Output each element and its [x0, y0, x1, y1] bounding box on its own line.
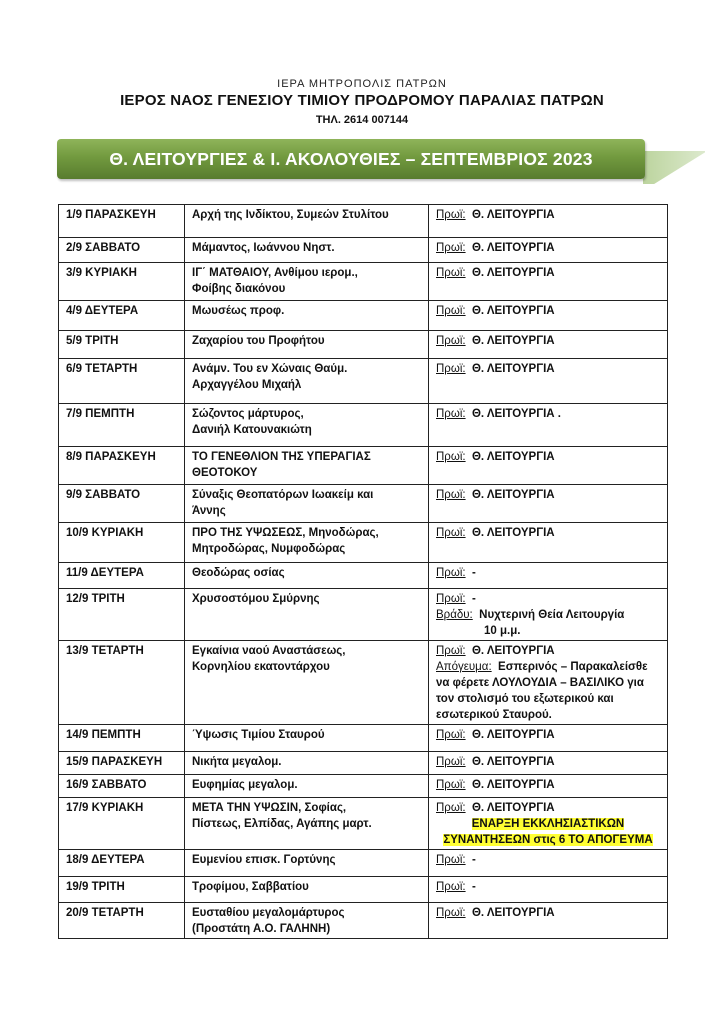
schedule-row	[59, 238, 668, 263]
service-cell	[429, 404, 668, 447]
morning-line	[436, 727, 660, 743]
schedule-body	[59, 205, 668, 939]
feast-line: Σώζοντος μάρτυρος,	[192, 408, 304, 420]
church-name: ΙΕΡΟΣ ΝΑΟΣ ΓΕΝΕΣΙΟΥ ΤΙΜΙΟΥ ΠΡΟΔΡΟΜΟΥ ΠΑΡΑΛΙΑΣ ΠΑΤΡΩΝ	[120, 92, 604, 109]
feast-cell	[185, 563, 429, 589]
feast-cell	[185, 331, 429, 359]
service-cell	[429, 331, 668, 359]
morning-label: Πρωϊ:	[436, 567, 466, 579]
morning-label: Πρωϊ:	[436, 209, 466, 221]
feast-line: Αρχή της Ινδίκτου, Συμεών Στυλίτου	[192, 209, 389, 221]
service-cell	[429, 798, 668, 850]
service-cell	[429, 850, 668, 877]
feast-line: Φοίβης διακόνου	[192, 283, 286, 295]
feast-line: Ευσταθίου μεγαλομάρτυρος	[192, 907, 345, 919]
service-cell	[429, 447, 668, 485]
day-cell: 11/9 ΔΕΥΤΕΡΑ	[59, 563, 185, 589]
day-cell: 13/9 ΤΕΤΑΡΤΗ	[59, 641, 185, 725]
afternoon-service: Εσπερινός – Παρακαλείσθε	[498, 661, 648, 673]
feast-cell	[185, 404, 429, 447]
schedule-row	[59, 523, 668, 563]
banner-ribbon-tail	[643, 151, 705, 184]
feast-line: Σύναξις Θεοπατόρων Ιωακείμ και	[192, 489, 374, 501]
morning-service: Θ. ΛΕΙΤΟΥΡΓΙΑ	[471, 305, 555, 317]
feast-line: Εγκαίνια ναού Αναστάσεως,	[192, 645, 346, 657]
schedule-row	[59, 903, 668, 939]
schedule-row	[59, 752, 668, 775]
schedule-row	[59, 331, 668, 359]
morning-line	[436, 800, 660, 816]
feast-cell	[185, 798, 429, 850]
feast-line: ΙΓ΄ ΜΑΤΘΑΙΟΥ, Ανθίμου ιερομ.,	[192, 267, 358, 279]
morning-label: Πρωϊ:	[436, 645, 466, 657]
service-cell	[429, 523, 668, 563]
feast-line: Μάμαντος, Ιωάννου Νηστ.	[192, 242, 335, 254]
morning-label: Πρωϊ:	[436, 451, 466, 463]
schedule-row	[59, 485, 668, 523]
service-cell	[429, 877, 668, 903]
feast-cell	[185, 641, 429, 725]
morning-line	[436, 643, 660, 659]
feast-line: Ευφημίας μεγαλομ.	[192, 779, 298, 791]
schedule-row	[59, 359, 668, 404]
service-cell	[429, 775, 668, 798]
afternoon-note-line: να φέρετε ΛΟΥΛΟΥΔΙΑ – ΒΑΣΙΛΙΚΟ για	[436, 677, 644, 689]
schedule-row	[59, 404, 668, 447]
morning-line	[436, 449, 660, 465]
feast-line: (Προστάτη Α.Ο. ΓΑΛΗΝΗ)	[192, 923, 331, 935]
feast-line: Ευμενίου επισκ. Γορτύνης	[192, 854, 336, 866]
morning-line	[436, 905, 660, 921]
service-cell	[429, 301, 668, 331]
feast-cell	[185, 752, 429, 775]
morning-line	[436, 265, 660, 281]
feast-cell	[185, 725, 429, 752]
day-cell: 20/9 ΤΕΤΑΡΤΗ	[59, 903, 185, 939]
morning-service: Θ. ΛΕΙΤΟΥΡΓΙΑ .	[471, 408, 561, 420]
feast-line: ΤΟ ΓΕΝΕΘΛΙΟΝ ΤΗΣ ΥΠΕΡΑΓΙΑΣ	[192, 451, 371, 463]
evening-time: 10 μ.μ.	[484, 625, 521, 637]
morning-service: -	[471, 854, 476, 866]
feast-cell	[185, 523, 429, 563]
morning-label: Πρωϊ:	[436, 305, 466, 317]
morning-service: -	[471, 567, 476, 579]
feast-cell	[185, 485, 429, 523]
feast-line: Μωυσέως προφ.	[192, 305, 285, 317]
day-cell: 6/9 ΤΕΤΑΡΤΗ	[59, 359, 185, 404]
morning-label: Πρωϊ:	[436, 593, 466, 605]
morning-label: Πρωϊ:	[436, 408, 466, 420]
morning-line	[436, 777, 660, 793]
feast-line: Ύψωσις Τιμίου Σταυρού	[192, 729, 325, 741]
day-cell: 18/9 ΔΕΥΤΕΡΑ	[59, 850, 185, 877]
feast-cell	[185, 205, 429, 238]
feast-line: ΜΕΤΑ ΤΗΝ ΥΨΩΣΙΝ, Σοφίας,	[192, 802, 347, 814]
feast-line: Ζαχαρίου του Προφήτου	[192, 335, 325, 347]
schedule-row	[59, 877, 668, 903]
service-cell	[429, 359, 668, 404]
morning-service: Θ. ΛΕΙΤΟΥΡΓΙΑ	[471, 209, 555, 221]
morning-label: Πρωϊ:	[436, 756, 466, 768]
feast-line: Πίστεως, Ελπίδας, Αγάπης μαρτ.	[192, 818, 372, 830]
highlighted-announcement: ΣΥΝΑΝΤΗΣΕΩΝ στις 6 ΤΟ ΑΠΟΓΕΥΜΑ	[443, 834, 653, 846]
day-cell: 12/9 ΤΡΙΤΗ	[59, 589, 185, 641]
morning-line	[436, 879, 660, 895]
morning-service: Θ. ΛΕΙΤΟΥΡΓΙΑ	[471, 335, 555, 347]
morning-service: Θ. ΛΕΙΤΟΥΡΓΙΑ	[471, 363, 555, 375]
feast-line: Δανιήλ Κατουνακιώτη	[192, 424, 312, 436]
day-cell: 7/9 ΠΕΜΠΤΗ	[59, 404, 185, 447]
morning-line	[436, 240, 660, 256]
service-cell	[429, 263, 668, 301]
feast-line: ΘΕΟΤΟΚΟΥ	[192, 467, 258, 479]
morning-line	[436, 207, 660, 223]
evening-label: Βράδυ:	[436, 609, 473, 621]
feast-cell	[185, 359, 429, 404]
evening-line	[436, 607, 660, 623]
morning-line	[436, 361, 660, 377]
day-cell: 15/9 ΠΑΡΑΣΚΕΥΗ	[59, 752, 185, 775]
day-cell: 4/9 ΔΕΥΤΕΡΑ	[59, 301, 185, 331]
morning-line	[436, 303, 660, 319]
morning-label: Πρωϊ:	[436, 363, 466, 375]
feast-line: ΠΡΟ ΤΗΣ ΥΨΩΣΕΩΣ, Μηνοδώρας,	[192, 527, 379, 539]
day-cell: 14/9 ΠΕΜΠΤΗ	[59, 725, 185, 752]
morning-service: Θ. ΛΕΙΤΟΥΡΓΙΑ	[471, 267, 555, 279]
title-banner	[57, 139, 705, 183]
morning-line	[436, 333, 660, 349]
highlighted-announcement: ΕΝΑΡΞΗ ΕΚΚΛΗΣΙΑΣΤΙΚΩΝ	[471, 818, 625, 830]
service-cell	[429, 589, 668, 641]
feast-cell	[185, 775, 429, 798]
morning-label: Πρωϊ:	[436, 527, 466, 539]
service-cell	[429, 641, 668, 725]
feast-line: Θεοδώρας οσίας	[192, 567, 285, 579]
metropolis-name: ΙΕΡΑ ΜΗΤΡΟΠΟΛΙΣ ΠΑΤΡΩΝ	[277, 78, 447, 90]
morning-service: -	[471, 881, 476, 893]
morning-label: Πρωϊ:	[436, 267, 466, 279]
schedule-row	[59, 641, 668, 725]
afternoon-line	[436, 659, 660, 675]
schedule-row	[59, 725, 668, 752]
morning-line	[436, 591, 660, 607]
schedule-row	[59, 263, 668, 301]
feast-cell	[185, 850, 429, 877]
morning-service: Θ. ΛΕΙΤΟΥΡΓΙΑ	[471, 489, 555, 501]
feast-cell	[185, 238, 429, 263]
service-cell	[429, 752, 668, 775]
feast-line: Αρχαγγέλου Μιχαήλ	[192, 379, 302, 391]
day-cell: 17/9 ΚΥΡΙΑΚΗ	[59, 798, 185, 850]
morning-service: Θ. ΛΕΙΤΟΥΡΓΙΑ	[471, 527, 555, 539]
schedule-row	[59, 563, 668, 589]
morning-label: Πρωϊ:	[436, 854, 466, 866]
morning-service: Θ. ΛΕΙΤΟΥΡΓΙΑ	[471, 779, 555, 791]
feast-line: Νικήτα μεγαλομ.	[192, 756, 282, 768]
feast-line: Χρυσοστόμου Σμύρνης	[192, 593, 320, 605]
day-cell: 1/9 ΠΑΡΑΣΚΕΥΗ	[59, 205, 185, 238]
service-cell	[429, 903, 668, 939]
feast-cell	[185, 263, 429, 301]
feast-cell	[185, 903, 429, 939]
morning-service: Θ. ΛΕΙΤΟΥΡΓΙΑ	[471, 756, 555, 768]
feast-line: Κορνηλίου εκατοντάρχου	[192, 661, 330, 673]
service-cell	[429, 238, 668, 263]
evening-service: Νυχτερινή Θεία Λειτουργία	[479, 609, 625, 621]
service-cell	[429, 563, 668, 589]
feast-line: Ανάμν. Του εν Χώναις Θαύμ.	[192, 363, 348, 375]
morning-label: Πρωϊ:	[436, 242, 466, 254]
morning-service: Θ. ΛΕΙΤΟΥΡΓΙΑ	[471, 729, 555, 741]
feast-line: Άννης	[192, 505, 226, 517]
highlight-line	[436, 832, 660, 848]
schedule-row	[59, 447, 668, 485]
morning-line	[436, 525, 660, 541]
schedule-row	[59, 850, 668, 877]
feast-line: Τροφίμου, Σαββατίου	[192, 881, 309, 893]
morning-label: Πρωϊ:	[436, 779, 466, 791]
service-cell	[429, 485, 668, 523]
feast-cell	[185, 589, 429, 641]
schedule-row	[59, 798, 668, 850]
schedule-row	[59, 205, 668, 238]
afternoon-label: Απόγευμα:	[436, 661, 492, 673]
schedule-row	[59, 589, 668, 641]
schedule-table	[58, 204, 668, 939]
feast-cell	[185, 447, 429, 485]
morning-label: Πρωϊ:	[436, 907, 466, 919]
schedule-row	[59, 775, 668, 798]
banner-title: Θ. ΛΕΙΤΟΥΡΓΙΕΣ & Ι. ΑΚΟΛΟΥΘΙΕΣ – ΣΕΠΤΕΜΒΡΙΟΣ 2023	[109, 149, 593, 169]
highlight-line	[436, 816, 660, 832]
morning-line	[436, 406, 660, 422]
morning-service: Θ. ΛΕΙΤΟΥΡΓΙΑ	[471, 242, 555, 254]
morning-line	[436, 487, 660, 503]
morning-label: Πρωϊ:	[436, 881, 466, 893]
morning-label: Πρωϊ:	[436, 335, 466, 347]
day-cell: 8/9 ΠΑΡΑΣΚΕΥΗ	[59, 447, 185, 485]
feast-cell	[185, 301, 429, 331]
service-cell	[429, 725, 668, 752]
morning-line	[436, 852, 660, 868]
day-cell: 3/9 ΚΥΡΙΑΚΗ	[59, 263, 185, 301]
afternoon-note-line: εσωτερικού Σταυρού.	[436, 709, 552, 721]
service-cell	[429, 205, 668, 238]
morning-label: Πρωϊ:	[436, 489, 466, 501]
feast-cell	[185, 877, 429, 903]
day-cell: 9/9 ΣΑΒΒΑΤΟ	[59, 485, 185, 523]
morning-line	[436, 565, 660, 581]
morning-label: Πρωϊ:	[436, 802, 466, 814]
schedule-row	[59, 301, 668, 331]
day-cell: 19/9 ΤΡΙΤΗ	[59, 877, 185, 903]
day-cell: 10/9 ΚΥΡΙΑΚΗ	[59, 523, 185, 563]
morning-service: Θ. ΛΕΙΤΟΥΡΓΙΑ	[471, 451, 555, 463]
morning-service: -	[471, 593, 476, 605]
morning-label: Πρωϊ:	[436, 729, 466, 741]
phone-number: ΤΗΛ. 2614 007144	[315, 114, 409, 126]
day-cell: 5/9 ΤΡΙΤΗ	[59, 331, 185, 359]
morning-line	[436, 754, 660, 770]
morning-service: Θ. ΛΕΙΤΟΥΡΓΙΑ	[471, 802, 555, 814]
morning-service: Θ. ΛΕΙΤΟΥΡΓΙΑ	[471, 907, 555, 919]
feast-line: Μητροδώρας, Νυμφοδώρας	[192, 543, 346, 555]
afternoon-note-line: τον στολισμό του εξωτερικού και	[436, 693, 614, 705]
day-cell: 16/9 ΣΑΒΒΑΤΟ	[59, 775, 185, 798]
morning-service: Θ. ΛΕΙΤΟΥΡΓΙΑ	[471, 645, 555, 657]
day-cell: 2/9 ΣΑΒΒΑΤΟ	[59, 238, 185, 263]
